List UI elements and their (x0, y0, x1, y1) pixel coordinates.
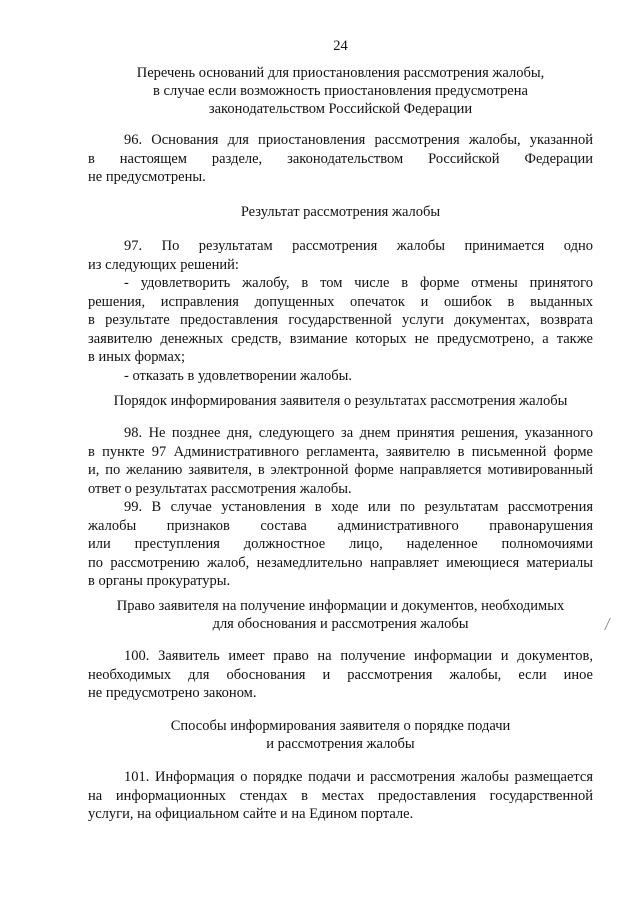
paragraph-101 (88, 768, 593, 824)
paragraph-100 (88, 647, 593, 703)
paragraph-98-99 (88, 424, 593, 591)
paragraph-line: - удовлетворить жалобу, в том числе в форме отмены принятого (124, 275, 593, 291)
heading-line: Результат рассмотрения жалобы (240, 204, 441, 220)
paragraph-line: или преступления должностное лицо, наделенное полномочиями (88, 536, 593, 552)
paragraph-line: и, по желанию заявителя, в электронной форме направляется мотивированный (88, 462, 593, 478)
paragraph-97 (88, 237, 593, 385)
paragraph-line: на информационных стендах в местах предоставления государственной (88, 787, 593, 804)
paragraph-line: ответ о результатах рассмотрения жалобы. (88, 480, 352, 497)
paragraph-line: в иных формах; (88, 349, 186, 365)
page-number: 24 (333, 38, 348, 54)
paragraph-line: 96. Основания для приостановления рассмотрения жалобы, указанной (124, 132, 593, 148)
paragraph-line: 101. Информация о порядке подачи и рассмотрения жалобы размещается (124, 769, 593, 785)
paragraph-line: в результате предоставления государственной услуги документах, возврата (88, 312, 593, 328)
paragraph-line: услуги, на официальном сайте и на Едином портале. (88, 806, 414, 822)
heading-line: в случае если возможность приостановления предусмотрена (153, 83, 528, 99)
paragraph-line: 98. Не позднее дня, следующего за днем принятия решения, указанного (124, 425, 593, 441)
heading-line: Право заявителя на получение информации и документов, необходимых (116, 598, 565, 614)
paragraph-line: решения, исправления допущенных опечаток и ошибок в выданных (88, 293, 593, 310)
paragraph-line: 99. В случае установления в ходе или по результатам рассмотрения (124, 499, 593, 515)
section-heading-informing-methods (88, 717, 593, 753)
paragraph-line: не предусмотрено законом. (88, 685, 257, 701)
paragraph-line: по рассмотрению жалоб, незамедлительно направляет имеющиеся материалы (88, 554, 593, 571)
paragraph-line: из следующих решений: (88, 256, 239, 273)
heading-line: Перечень оснований для приостановления рассмотрения жалобы, (136, 65, 545, 81)
heading-line: для обоснования и рассмотрения жалобы (212, 616, 469, 632)
paragraph-line: заявителю денежных средств, взимание которых не предусмотрено, а также (88, 330, 593, 347)
paragraph-line: 97. По результатам рассмотрения жалобы принимается одно (124, 238, 593, 254)
document-page (88, 0, 593, 905)
paragraph-line: в настоящем разделе, законодательством Российской Федерации (88, 150, 593, 167)
section-heading-result (88, 203, 593, 221)
section-heading-right-to-information (88, 597, 593, 633)
heading-line: Способы информирования заявителя о порядке подачи (170, 718, 511, 734)
section-heading-suspension-grounds (88, 64, 593, 118)
paragraph-line: не предусмотрены. (88, 169, 206, 185)
paragraph-line: 100. Заявитель имеет право на получение информации и документов, (124, 648, 593, 664)
paragraph-96 (88, 131, 593, 187)
margin-pencil-mark (604, 618, 617, 630)
paragraph-line: - отказать в удовлетворении жалобы. (124, 367, 352, 384)
heading-line: законодательством Российской Федерации (208, 101, 473, 117)
heading-line: и рассмотрения жалобы (266, 736, 415, 752)
heading-line: Порядок информирования заявителя о результатах рассмотрения жалобы (113, 393, 568, 409)
paragraph-line: в пункте 97 Административного регламента, заявителю в письменной форме (88, 443, 593, 460)
paragraph-line: жалобы признаков состава административного правонарушения (88, 517, 593, 534)
paragraph-line: необходимых для обоснования и рассмотрения жалобы, если иное (88, 666, 593, 683)
paragraph-line: в органы прокуратуры. (88, 573, 231, 589)
section-heading-informing-results (88, 392, 593, 410)
